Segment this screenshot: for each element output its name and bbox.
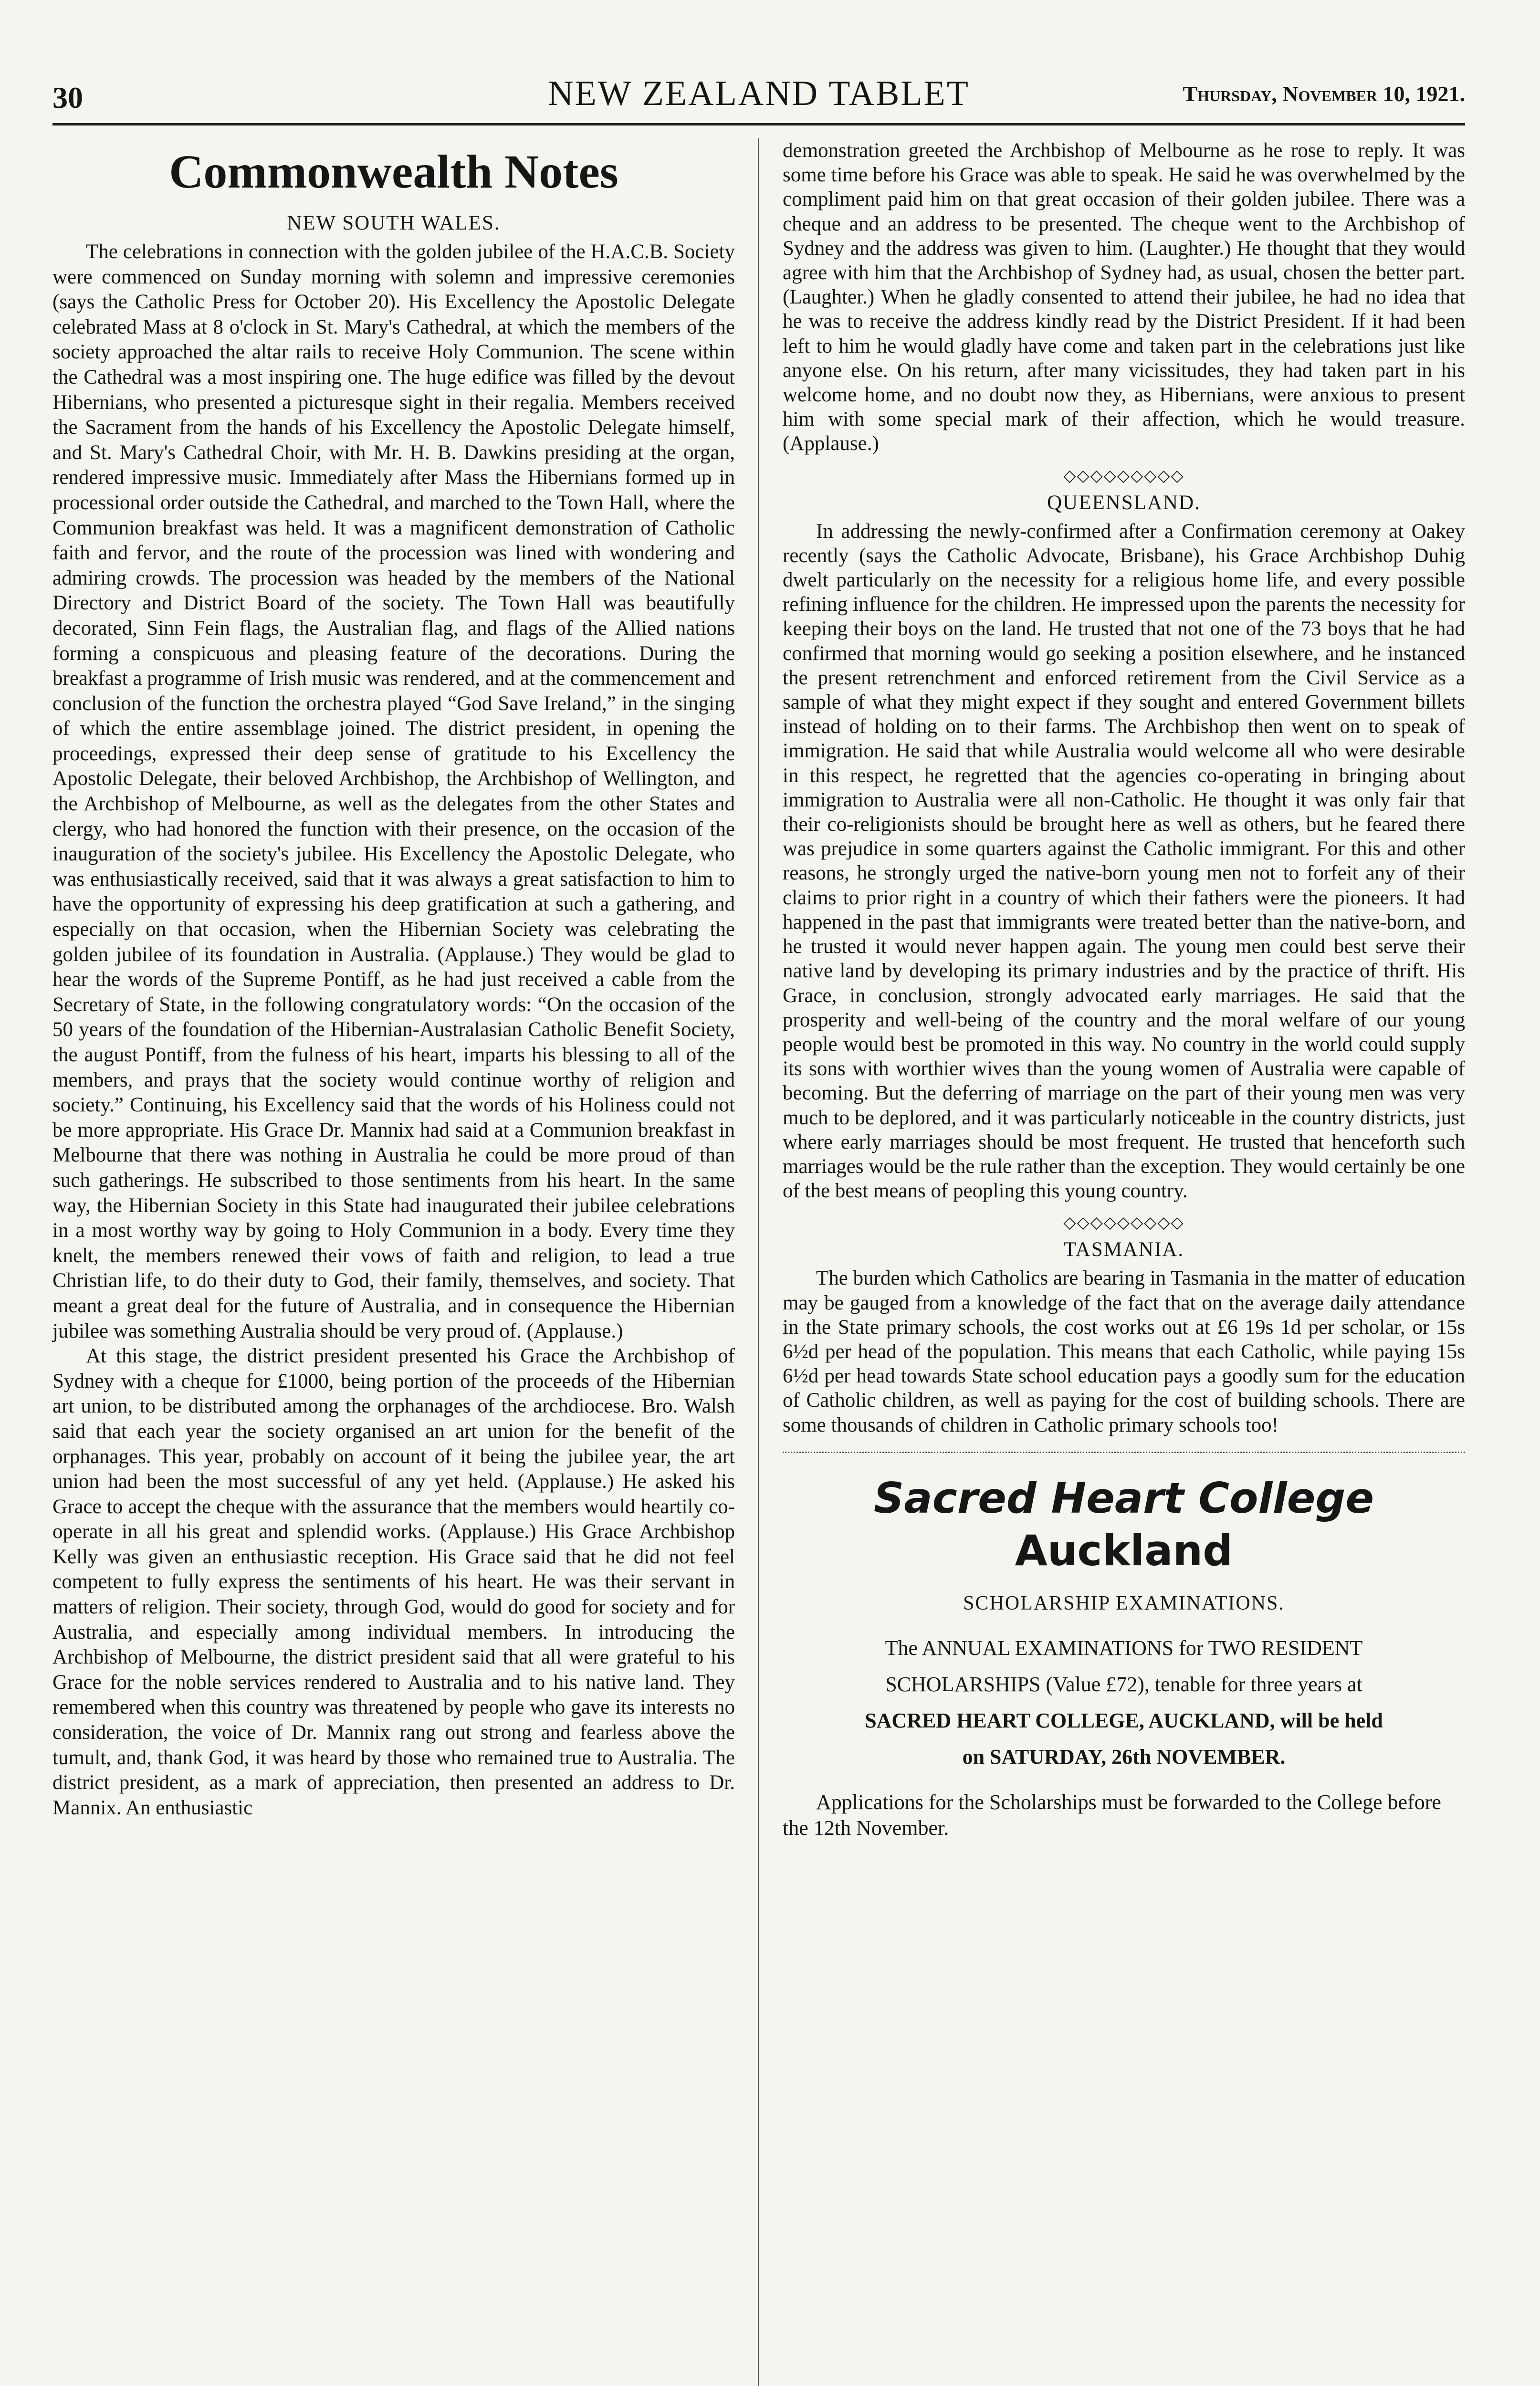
ornament-divider-2: ◇◇◇◇◇◇◇◇◇ bbox=[1063, 1214, 1184, 1232]
tas-paragraph: The burden which Catholics are bearing in Tasmania in the matter of education may be gauged from a knowledge of the fact that on the average daily attendance in the State primary schools, the cost works out at £6 19s 1d per scholar, or 15s 6½d per head of the population. This means that each Catholic, while paying 15s 6½d per head towards State school education pays a goodly sum for the education of Catholic children, as well as paying for the cost of building schools. There are some thousands of children in Catholic primary schools too! bbox=[783, 1267, 1465, 1436]
column-divider bbox=[758, 138, 759, 2386]
masthead-rule bbox=[52, 123, 1465, 126]
college-advertisement bbox=[783, 1452, 1465, 1841]
nsw-continued: demonstration greeted the Archbishop of Melbourne as he rose to reply. It was some time before his Grace was able to speak. He said he was overwhelmed by the compliment paid him on that great occasion of their golden jubilee. There was a cheque and an address to be presented. The cheque went to the Archbishop of Sydney and the address was given to him. (Laughter.) He thought that they would agree with him that the Archbishop of Sydney had, as usual, chosen the better part. (Laughter.) When he gladly consented to attend their jubilee, he had no idea that he was to receive the address kindly read by the District President. If it had been left to him he would gladly have come and taken part in the celebrations just like anyone else. On his return, after many vicissitudes, they had taken part in his welcome home, and no doubt now they, as Hibernians, were anxious to present him with some special mark of their affection, which he would treasure. (Applause.) bbox=[783, 139, 1465, 455]
nsw-heading: NEW SOUTH WALES. bbox=[287, 212, 501, 234]
nsw-paragraph-2: At this stage, the district president presented his Grace the Archbishop of Sydney with a cheque for £1000, being portion of the proceeds of the Hibernian art union, to be distributed among the orphanages of the archdiocese. Bro. Walsh said that each year the society organised an art union for the benefit of the orphanages. This year, probably on account of it being the jubilee year, the art union had been the most successful of any yet held. (Applause.) He asked his Grace to accept the cheque with the assurance that the members would heartily co-operate in all his great and splendid works. (Applause.) His Grace Archbishop Kelly was given an enthusiastic reception. His Grace said that he did not feel competent to fully express the sentiments of his heart. He was their servant in matters of religion. Their society, through God, would do good for society and for Australia, and especially among individual members. In introducing the Archbishop of Melbourne, the district president said that all were grateful to his Grace for the noble services rendered to Australia and to his native land. They remembered when this country was threatened by people who gave its interests no consideration, the voice of Dr. Mannix rang out strong and fearless above the tumult, and, thank God, it was heard by those who remained true to Australia. The district president, as a mark of appreciation, then presented an address to Dr. Mannix. An enthusiastic bbox=[52, 1345, 735, 1819]
qld-paragraph: In addressing the newly-confirmed after a Confirmation ceremony at Oakey recently (says the Catholic Advocate, Brisbane), his Grace Archbishop Duhig dwelt particularly on the necessity for a religious home life, and every possible refining influence for the children. He impressed upon the parents the necessity for keeping their boys on the land. He trusted that not one of the 73 boys that he had confirmed that morning would go seeking a position elsewhere, and he instanced the present retrenchment and enforced retirement from the Civil Service as a sample of what they might expect if they sought and entered Government billets instead of holding on to their farms. The Archbishop then went on to speak of immigration. He said that while Australia would welcome all who were desirable in this respect, he regretted that the agencies co-operating in bringing about immigration to Australia were all non-Catholic. He thought it was only fair that their co-religionists should be brought here as well as others, but he feared there was prejudice in some quarters against the Catholic immigrant. For this and other reasons, he strongly urged the native-born young men not to forfeit any of their claims to prior right in a country of which their fathers were the pioneers. It had happened in the past that immigrants were treated better than the native-born, and he trusted it would never happen again. The young men could best serve their native land by developing its primary industries and by the practice of thrift. His Grace, in conclusion, strongly advocated early marriages. He said that the prosperity and well-being of the country and the moral welfare of our young people would best be promoted in this way. No country in the world could supply its sons with worthier wives than the young women of Australia were capable of becoming. But the deferring of marriage on the part of their young men was very much to be deplored, and it was particularly noticeable in the country districts, just where early marriages should be most frequent. He trusted that henceforth such marriages would be the rule rather than the exception. They would certainly be one of the best means of peopling this young country. bbox=[783, 520, 1465, 1203]
paper-title: NEW ZEALAND TABLET bbox=[548, 74, 970, 113]
college-city: Auckland bbox=[1015, 1526, 1233, 1575]
article-title: Commonwealth Notes bbox=[169, 145, 618, 198]
nsw-paragraph-1: The celebrations in connection with the golden jubilee of the H.A.C.B. Society were commenced on Sunday morning with solemn and impressive ceremonies (says the Catholic Press for October 20). His Excellency the Apostolic Delegate celebrated Mass at 8 o'clock in St. Mary's Cathedral, at which the members of the society approached the altar rails to receive Holy Communion. The scene within the Cathedral was a most inspiring one. The huge edifice was filled by the devout Hibernians, who presented a picturesque sight in their regalia. Members received the Sacrament from the hands of his Excellency the Apostolic Delegate himself, and St. Mary's Cathedral Choir, with Mr. H. B. Dawkins presiding at the organ, rendered impressive music. Immediately after Mass the Hibernians formed up in processional order outside the Cathedral, and marched to the Town Hall, where the Communion breakfast was held. It was a magnificent demonstration of Catholic faith and fervor, and the route of the procession was lined with wondering and admiring crowds. The procession was headed by the members of the National Directory and District Board of the society. The Town Hall was beautifully decorated, Sinn Fein flags, the Australian flag, and flags of the Allied nations forming a conspicuous and pleasing feature of the decorations. During the breakfast a programme of Irish music was rendered, and at the commencement and conclusion of the function the orchestra played “God Save Ireland,” in the singing of which the entire assemblage joined. The district president, in opening the proceedings, expressed their deep sense of gratitude to his Excellency the Apostolic Delegate, their beloved Archbishop, the Archbishop of Wellington, and the Archbishop of Melbourne, as well as the delegates from the other States and clergy, who had honored the function with their presence, on the occasion of the inauguration of the society's jubilee. His Excellency the Apostolic Delegate, who was enthusiastically received, said that it was always a great satisfaction to him to have the opportunity of expressing his deep gratification at such a gathering, and especially on that occasion, when the Hibernian Society was celebrating the golden jubilee of its foundation in Australia. (Applause.) They would be glad to hear the words of the Supreme Pontiff, as he had just received a cable from the Secretary of State, in the following congratulatory words: “On the occasion of the 50 years of the foundation of the Hibernian-Australasian Catholic Benefit Society, the august Pontiff, from the fulness of his heart, imparts his blessing to all of the members, and prays that the society would continue worthy of religion and society.” Continuing, his Excellency said that the words of his Holiness could not be more appropriate. His Grace Dr. Mannix had said at a Communion breakfast in Melbourne that there was nothing in Australia he could be more proud of than such gatherings. He subscribed to those sentiments from his heart. In the same way, the Hibernian Society in this State had inaugurated their jubilee celebrations in a most worthy way by going to Holy Communion in a body. Every time they knelt, the members renewed their vows of faith and religion, to lead a true Christian life, to do their duty to God, their family, themselves, and society. That meant a great deal for the future of Australia, and in consequence the Hibernian jubilee was something Australia should be very proud of. (Applause.) bbox=[52, 241, 735, 1342]
ornament-divider: ◇◇◇◇◇◇◇◇◇ bbox=[1063, 467, 1184, 485]
college-line-3: SACRED HEART COLLEGE, AUCKLAND, will be held bbox=[865, 1708, 1383, 1732]
masthead bbox=[52, 72, 1465, 124]
qld-heading: QUEENSLAND. bbox=[1047, 491, 1201, 514]
issue-date: Thursday, November 10, 1921. bbox=[1183, 82, 1465, 106]
college-subtitle: SCHOLARSHIP EXAMINATIONS. bbox=[963, 1592, 1285, 1614]
right-column bbox=[783, 138, 1465, 1841]
college-note: Applications for the Scholarships must be forwarded to the College before the 12th November. bbox=[783, 1790, 1441, 1840]
college-name: Sacred Heart College bbox=[873, 1473, 1374, 1523]
college-line-1: The ANNUAL EXAMINATIONS for TWO RESIDENT bbox=[885, 1636, 1363, 1660]
newspaper-page bbox=[52, 72, 1465, 2386]
left-column bbox=[52, 138, 735, 1821]
tas-heading: TASMANIA. bbox=[1063, 1238, 1184, 1261]
page-number: 30 bbox=[52, 81, 83, 115]
college-line-4: on SATURDAY, 26th NOVEMBER. bbox=[962, 1745, 1286, 1769]
college-line-2: SCHOLARSHIPS (Value £72), tenable for three years at bbox=[885, 1672, 1362, 1696]
